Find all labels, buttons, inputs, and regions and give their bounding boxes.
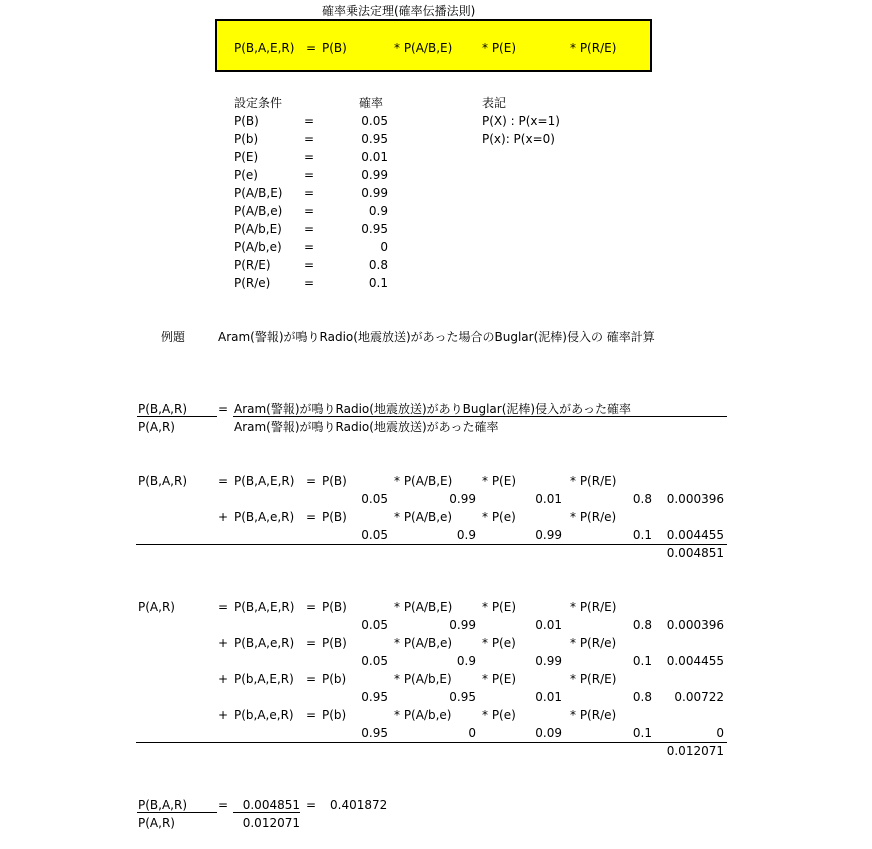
factor-1: P(b) — [322, 672, 347, 686]
term-eq: = — [306, 600, 317, 614]
setting-value: 0.9 — [368, 204, 388, 218]
ratio-eq: = — [218, 402, 229, 416]
sheet-title: 確率乗法定理(確率伝播法則) — [322, 4, 476, 18]
factor-4: * P(R/E) — [570, 474, 617, 488]
calc-lhs: P(A,R) — [138, 600, 175, 614]
setting-eq: = — [304, 222, 315, 236]
setting-label: P(A/b,E) — [234, 222, 282, 236]
term-operator: + — [218, 636, 229, 650]
banner-eq: = — [306, 41, 317, 55]
factor-1: P(B) — [322, 474, 347, 488]
term-joint: P(B,A,E,R) — [234, 474, 295, 488]
factor-value-3: 0.99 — [535, 528, 562, 542]
factor-3: * P(e) — [482, 636, 516, 650]
setting-eq: = — [304, 132, 315, 146]
setting-eq: = — [304, 276, 315, 290]
term-eq: = — [306, 636, 317, 650]
factor-value-1: 0.05 — [361, 618, 388, 632]
setting-value: 0 — [380, 240, 388, 254]
factor-value-4: 0.1 — [632, 528, 652, 542]
factor-value-3: 0.01 — [535, 492, 562, 506]
banner-term-4: * P(R/E) — [570, 41, 617, 55]
banner-term-1: P(B) — [322, 41, 347, 55]
setting-eq: = — [304, 240, 315, 254]
final-numerator: P(B,A,R) — [138, 798, 188, 812]
setting-eq: = — [304, 204, 315, 218]
factor-value-4: 0.8 — [632, 492, 652, 506]
setting-value: 0.99 — [361, 168, 388, 182]
setting-value: 0.1 — [368, 276, 388, 290]
factor-1: P(B) — [322, 510, 347, 524]
term-product: 0.004455 — [666, 528, 724, 542]
factor-1: P(b) — [322, 708, 347, 722]
probability-header: 確率 — [359, 96, 384, 110]
term-operator: + — [218, 708, 229, 722]
factor-2: * P(A/B,E) — [394, 600, 453, 614]
term-eq: = — [306, 672, 317, 686]
banner-lhs: P(B,A,E,R) — [234, 41, 295, 55]
factor-2: * P(A/b,e) — [394, 708, 452, 722]
final-denominator: P(A,R) — [138, 816, 175, 830]
setting-label: P(b) — [234, 132, 259, 146]
term-product: 0.000396 — [666, 618, 724, 632]
final-result: 0.401872 — [330, 798, 388, 812]
factor-value-2: 0.9 — [456, 654, 476, 668]
final-denominator-value: 0.012071 — [242, 816, 300, 830]
final-numerator-value: 0.004851 — [242, 798, 300, 812]
factor-value-4: 0.1 — [632, 654, 652, 668]
factor-value-2: 0.9 — [456, 528, 476, 542]
term-product: 0.000396 — [666, 492, 724, 506]
factor-value-3: 0.99 — [535, 654, 562, 668]
notation-line-1: P(X) : P(x=1) — [482, 114, 560, 128]
setting-label: P(R/E) — [234, 258, 271, 272]
term-joint: P(B,A,E,R) — [234, 600, 295, 614]
term-product: 0.004455 — [666, 654, 724, 668]
setting-value: 0.95 — [361, 132, 388, 146]
factor-3: * P(E) — [482, 672, 516, 686]
notation-line-2: P(x): P(x=0) — [482, 132, 555, 146]
final-fraction-line — [137, 812, 217, 813]
factor-3: * P(e) — [482, 510, 516, 524]
term-joint: P(B,A,e,R) — [234, 636, 295, 650]
setting-label: P(A/b,e) — [234, 240, 282, 254]
factor-3: * P(E) — [482, 600, 516, 614]
factor-value-4: 0.8 — [632, 618, 652, 632]
factor-value-1: 0.05 — [361, 654, 388, 668]
factor-1: P(B) — [322, 636, 347, 650]
factor-2: * P(A/B,E) — [394, 474, 453, 488]
factor-value-4: 0.1 — [632, 726, 652, 740]
factor-value-3: 0.01 — [535, 690, 562, 704]
factor-3: * P(e) — [482, 708, 516, 722]
term-operator: = — [218, 474, 229, 488]
ratio-text-fraction-line — [233, 416, 727, 417]
setting-eq: = — [304, 168, 315, 182]
term-operator: = — [218, 600, 229, 614]
setting-eq: = — [304, 258, 315, 272]
banner-term-3: * P(E) — [482, 41, 516, 55]
example-text: Aram(警報)が鳴りRadio(地震放送)があった場合のBuglar(泥棒)侵入の 確率計算 — [218, 330, 655, 344]
factor-4: * P(R/e) — [570, 636, 617, 650]
setting-label: P(B) — [234, 114, 259, 128]
sum-line — [136, 544, 727, 545]
setting-label: P(R/e) — [234, 276, 271, 290]
ratio-numerator: P(B,A,R) — [138, 402, 188, 416]
factor-value-2: 0.99 — [449, 618, 476, 632]
setting-label: P(A/B,e) — [234, 204, 283, 218]
term-product: 0 — [716, 726, 724, 740]
setting-value: 0.01 — [361, 150, 388, 164]
settings-header: 設定条件 — [234, 96, 283, 110]
factor-value-1: 0.05 — [361, 528, 388, 542]
setting-value: 0.05 — [361, 114, 388, 128]
term-operator: + — [218, 672, 229, 686]
factor-value-3: 0.01 — [535, 618, 562, 632]
factor-value-2: 0 — [468, 726, 476, 740]
term-eq: = — [306, 708, 317, 722]
term-operator: + — [218, 510, 229, 524]
factor-value-4: 0.8 — [632, 690, 652, 704]
factor-value-1: 0.95 — [361, 726, 388, 740]
factor-4: * P(R/e) — [570, 708, 617, 722]
setting-eq: = — [304, 186, 315, 200]
final-eq: = — [218, 798, 229, 812]
term-eq: = — [306, 474, 317, 488]
example-label: 例題 — [161, 330, 186, 344]
factor-2: * P(A/B,e) — [394, 636, 453, 650]
banner-term-2: * P(A/B,E) — [394, 41, 453, 55]
factor-value-2: 0.95 — [449, 690, 476, 704]
term-joint: P(b,A,E,R) — [234, 672, 294, 686]
term-joint: P(b,A,e,R) — [234, 708, 294, 722]
factor-3: * P(E) — [482, 474, 516, 488]
calc-total: 0.012071 — [666, 744, 724, 758]
factor-2: * P(A/B,e) — [394, 510, 453, 524]
ratio-numerator-text: Aram(警報)が鳴りRadio(地震放送)がありBuglar(泥棒)侵入があった確率 — [234, 402, 631, 416]
setting-label: P(E) — [234, 150, 259, 164]
factor-2: * P(A/b,E) — [394, 672, 452, 686]
ratio-fraction-line — [137, 416, 217, 417]
calc-total: 0.004851 — [666, 546, 724, 560]
factor-4: * P(R/E) — [570, 672, 617, 686]
term-joint: P(B,A,e,R) — [234, 510, 295, 524]
notation-header: 表記 — [482, 96, 507, 110]
sum-line — [136, 742, 727, 743]
factor-value-2: 0.99 — [449, 492, 476, 506]
calc-lhs: P(B,A,R) — [138, 474, 188, 488]
ratio-denominator-text: Aram(警報)が鳴りRadio(地震放送)があった確率 — [234, 420, 499, 434]
factor-4: * P(R/E) — [570, 600, 617, 614]
final-eq-2: = — [306, 798, 317, 812]
factor-value-1: 0.05 — [361, 492, 388, 506]
factor-1: P(B) — [322, 600, 347, 614]
term-eq: = — [306, 510, 317, 524]
final-value-fraction-line — [233, 812, 300, 813]
setting-value: 0.99 — [361, 186, 388, 200]
setting-eq: = — [304, 150, 315, 164]
term-product: 0.00722 — [674, 690, 724, 704]
setting-eq: = — [304, 114, 315, 128]
setting-label: P(A/B,E) — [234, 186, 283, 200]
setting-value: 0.95 — [361, 222, 388, 236]
setting-label: P(e) — [234, 168, 258, 182]
setting-value: 0.8 — [368, 258, 388, 272]
ratio-denominator: P(A,R) — [138, 420, 175, 434]
factor-value-3: 0.09 — [535, 726, 562, 740]
factor-4: * P(R/e) — [570, 510, 617, 524]
factor-value-1: 0.95 — [361, 690, 388, 704]
